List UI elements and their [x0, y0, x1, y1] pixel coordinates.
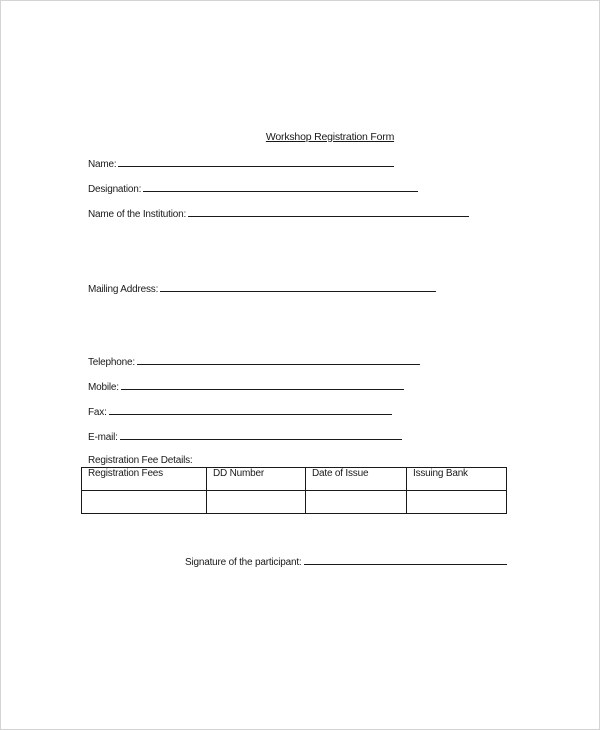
fee-cell-issuing-bank[interactable]	[407, 491, 507, 514]
designation-field	[88, 182, 418, 195]
telephone-line[interactable]	[137, 355, 420, 365]
fax-line[interactable]	[109, 405, 392, 415]
mailing-address-label: Mailing Address:	[88, 284, 159, 295]
mailing-address-field	[88, 282, 436, 295]
fee-cell-dd-number[interactable]	[207, 491, 306, 514]
fee-table-header-row	[82, 468, 507, 491]
email-line[interactable]	[120, 430, 402, 440]
email-field	[88, 430, 402, 443]
fee-cell-registration-fees[interactable]	[82, 491, 207, 514]
mailing-address-line[interactable]	[160, 282, 436, 292]
institution-field	[88, 207, 469, 220]
mobile-line[interactable]	[121, 380, 404, 390]
institution-label: Name of the Institution:	[88, 209, 187, 220]
telephone-field	[88, 355, 420, 368]
fee-table-entry-row	[82, 491, 507, 514]
fee-header-registration-fees: Registration Fees	[82, 468, 207, 491]
fee-header-date-of-issue: Date of Issue	[306, 468, 407, 491]
mobile-label: Mobile:	[88, 382, 119, 393]
name-field	[88, 157, 394, 170]
institution-line[interactable]	[188, 207, 469, 217]
fee-details-label: Registration Fee Details:	[88, 455, 193, 466]
fee-table	[81, 467, 507, 514]
fee-header-issuing-bank: Issuing Bank	[407, 468, 507, 491]
name-line[interactable]	[118, 157, 394, 167]
telephone-label: Telephone:	[88, 357, 135, 368]
fax-field	[88, 405, 392, 418]
designation-line[interactable]	[143, 182, 418, 192]
designation-label: Designation:	[88, 184, 142, 195]
fee-cell-date-of-issue[interactable]	[306, 491, 407, 514]
signature-field	[185, 555, 507, 568]
mobile-field	[88, 380, 404, 393]
fax-label: Fax:	[88, 407, 107, 418]
email-label: E-mail:	[88, 432, 118, 443]
signature-label: Signature of the participant:	[185, 557, 302, 568]
form-title: Workshop Registration Form	[265, 131, 395, 143]
signature-line[interactable]	[304, 555, 507, 565]
name-label: Name:	[88, 159, 117, 170]
fee-header-dd-number: DD Number	[207, 468, 306, 491]
